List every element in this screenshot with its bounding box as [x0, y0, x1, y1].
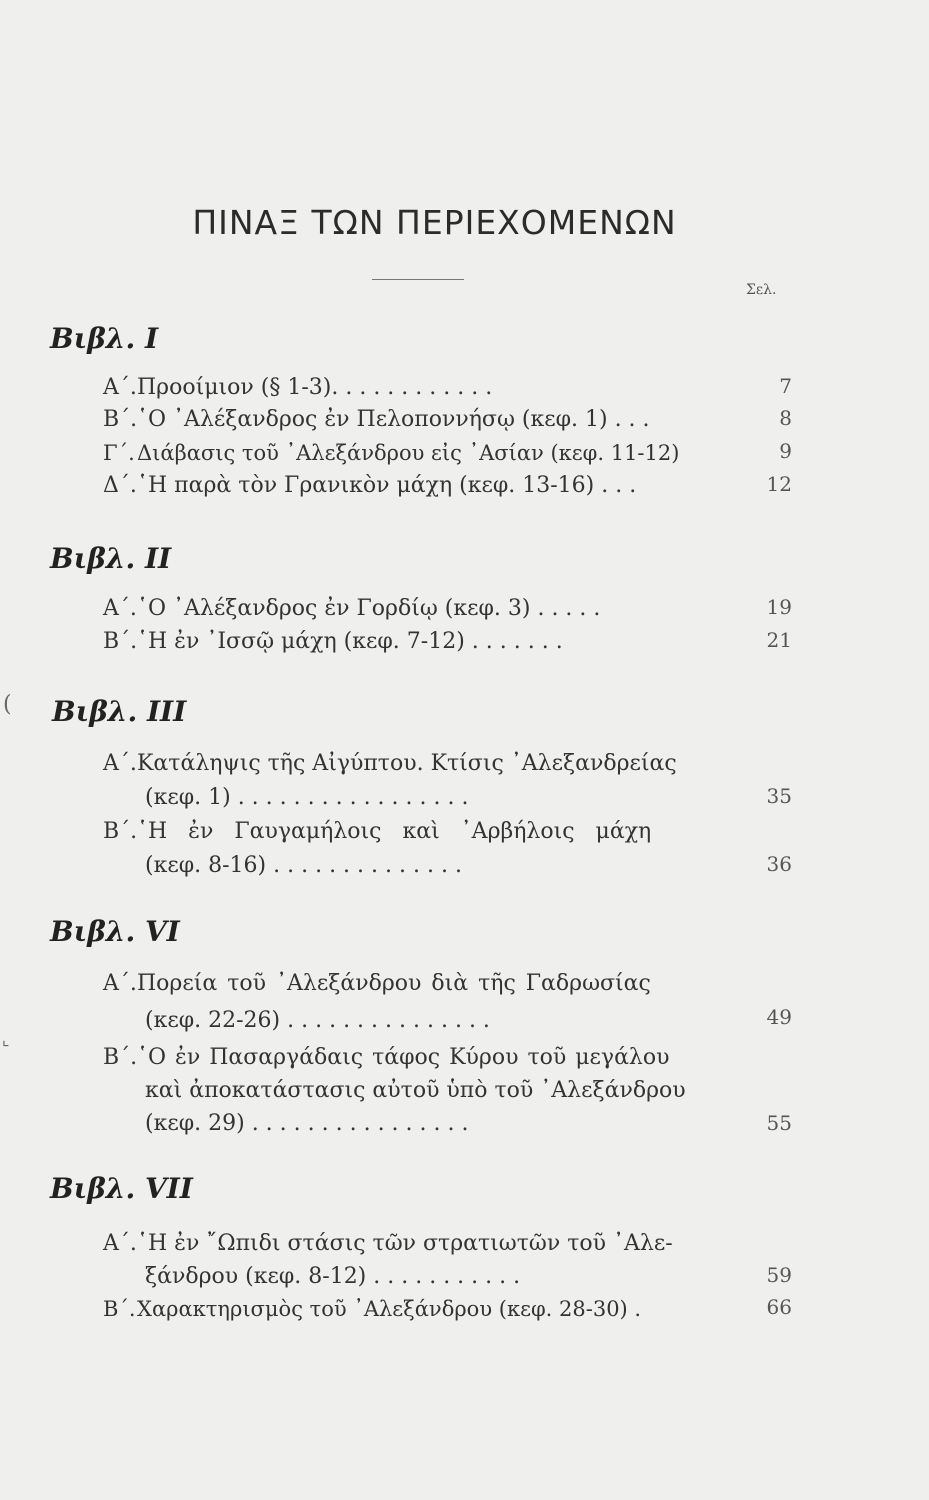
entry-text: Κατάληψις τῆς Αἰγύπτου. Κτίσις ᾿Αλεξανδρείας — [137, 751, 677, 776]
entry-letter: Β΄. — [103, 1297, 136, 1321]
entry-text: ῾Ο ᾿Αλέξανδρος ἐν Πελοποννήσῳ (κεφ. 1) . . . — [137, 407, 650, 432]
entry-text: ῾Η παρὰ τὸν Γρανικὸν μάχη (κεφ. 13-16) . . . — [137, 473, 637, 498]
entry-page: 12 — [766, 472, 792, 496]
entry-letter: Α΄. — [103, 751, 137, 776]
entry-text: ῾Ο ᾿Αλέξανδρος ἐν Γορδίῳ (κεφ. 3) . . . . . — [137, 596, 601, 621]
toc-entry — [103, 593, 703, 625]
entry-page: 36 — [766, 852, 792, 876]
entry-letter: Α΄. — [103, 971, 137, 996]
toc-entry — [103, 626, 703, 658]
entry-letter: Α΄. — [103, 596, 137, 621]
book-heading: Βιβλ. VII — [50, 1172, 193, 1205]
entry-page: 59 — [766, 1263, 792, 1287]
entry-text: ῾Η ἐν ῎Ωπιδι στάσις τῶν στρατιωτῶν τοῦ ᾿Αλε- — [137, 1231, 673, 1256]
entry-page: 7 — [779, 374, 792, 398]
entry-letter: Β΄. — [103, 819, 138, 844]
toc-entry — [103, 816, 703, 848]
entry-text: Χαρακτηρισμὸς τοῦ ᾿Αλεξάνδρου (κεφ. 28-30) . — [137, 1297, 642, 1321]
page-title: ΠΙΝΑΞ ΤΩΝ ΠΕΡΙΕΧΟΜΕΝΩΝ — [192, 203, 677, 242]
toc-entry — [103, 372, 703, 404]
page-column-header: Σελ. — [746, 282, 777, 298]
book-heading: Βιβλ. II — [50, 542, 172, 575]
entry-continuation: (κεφ. 29) . . . . . . . . . . . . . . . . — [145, 1111, 469, 1136]
entry-page: 66 — [766, 1295, 792, 1319]
entry-page: 49 — [766, 1005, 792, 1029]
entry-letter: Α΄. — [103, 1231, 137, 1256]
entry-letter: Β΄. — [103, 629, 138, 654]
entry-letter: Α΄. — [103, 375, 137, 400]
entry-text: ῾Ο ἐν Πασαργάδαις τάφος Κύρου τοῦ μεγάλου — [137, 1045, 670, 1070]
entry-continuation: ξάνδρου (κεφ. 8-12) . . . . . . . . . . . — [145, 1264, 521, 1289]
entry-page: 19 — [766, 595, 792, 619]
title-rule — [372, 279, 464, 280]
toc-entry — [103, 404, 703, 436]
entry-text: ῾Η ἐν Γαυγαμήλοις καὶ ᾿Αρβήλοις μάχη — [137, 819, 652, 844]
book-heading: Βιβλ. III — [52, 695, 187, 728]
entry-continuation: (κεφ. 8-16) . . . . . . . . . . . . . . — [145, 853, 462, 878]
toc-entry — [103, 748, 703, 780]
entry-page: 9 — [779, 439, 792, 463]
entry-text: Διάβασις τοῦ ᾿Αλεξάνδρου εἰς ᾿Ασίαν (κεφ. 11-12) — [137, 441, 680, 465]
entry-page: 21 — [766, 628, 792, 652]
entry-continuation: (κεφ. 22-26) . . . . . . . . . . . . . . . — [145, 1008, 490, 1033]
entry-continuation: (κεφ. 1) . . . . . . . . . . . . . . . . . — [145, 785, 469, 810]
entry-letter: Β΄. — [103, 1045, 138, 1070]
toc-entry — [103, 1228, 703, 1260]
entry-page: 35 — [766, 784, 792, 808]
toc-entry — [103, 968, 703, 1000]
entry-letter: Γ΄. — [103, 441, 135, 465]
entry-text: Πορεία τοῦ ᾿Αλεξάνδρου διὰ τῆς Γαδρωσίας — [137, 971, 651, 996]
margin-mark: ( — [3, 692, 12, 717]
toc-entry — [103, 1042, 703, 1074]
toc-entry — [103, 470, 703, 502]
entry-continuation: καὶ ἀποκατάστασις αὐτοῦ ὑπὸ τοῦ ᾿Αλεξάνδρου — [145, 1078, 686, 1103]
entry-letter: Δ΄. — [103, 473, 137, 498]
entry-page: 55 — [766, 1111, 792, 1135]
entry-letter: Β΄. — [103, 407, 138, 432]
entry-text: ῾Η ἐν ᾿Ισσῷ μάχη (κεφ. 7-12) . . . . . . . — [137, 629, 563, 654]
margin-mark: ⌞ — [2, 1030, 10, 1049]
book-heading: Βιβλ. VI — [50, 915, 180, 948]
toc-entry — [103, 1293, 703, 1325]
entry-page: 8 — [779, 406, 792, 430]
toc-entry — [103, 437, 703, 469]
book-heading: Βιβλ. I — [50, 322, 159, 355]
entry-text: Προοίμιον (§ 1-3). . . . . . . . . . . . — [137, 375, 493, 400]
